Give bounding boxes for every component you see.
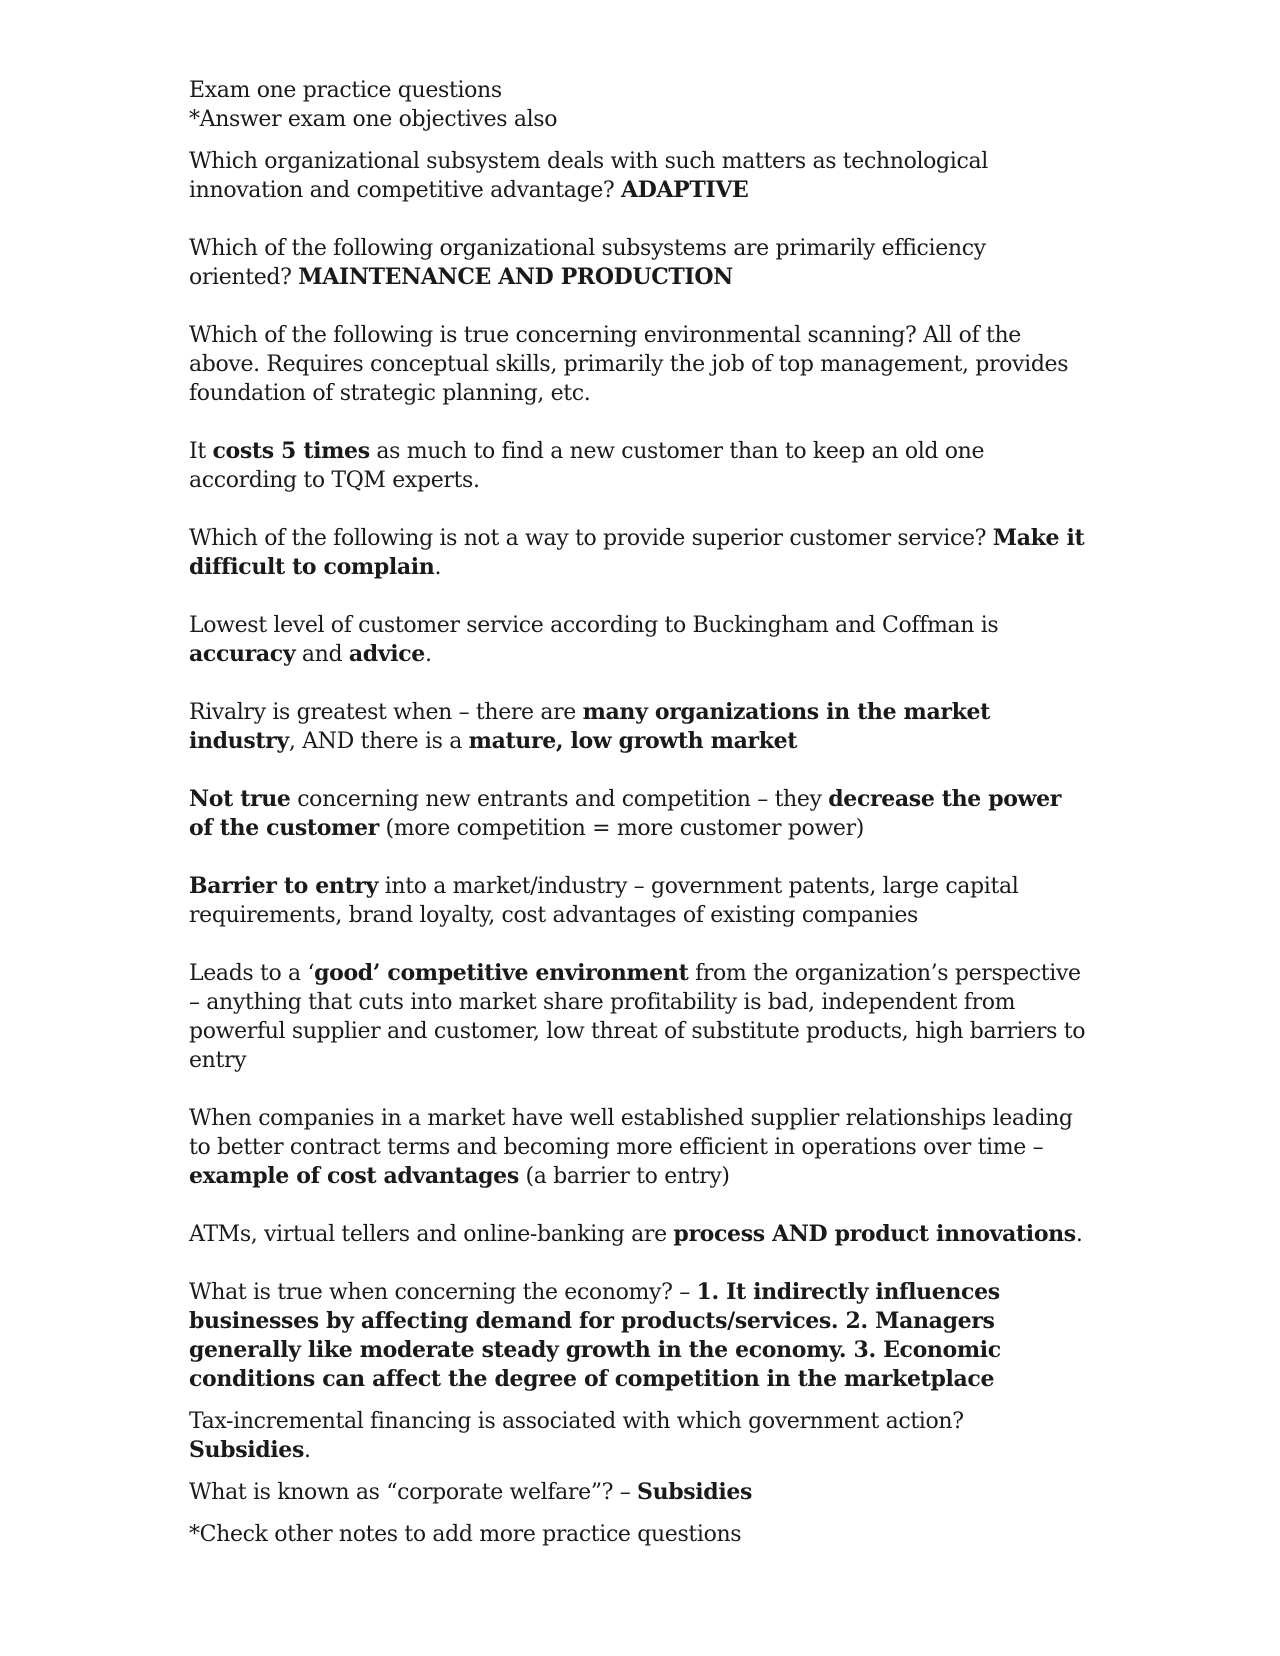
spacer bbox=[189, 292, 1089, 321]
question-text: Which of the following is not a way to provide superior customer service? bbox=[189, 526, 993, 551]
question-item bbox=[189, 1104, 1089, 1191]
spacer bbox=[189, 1191, 1089, 1220]
document-title: Exam one practice questions bbox=[189, 78, 502, 103]
answer-text: decrease the power of the customer bbox=[189, 786, 1062, 841]
answer-text: ADAPTIVE bbox=[621, 177, 749, 203]
question-item bbox=[189, 698, 1089, 756]
question-item bbox=[189, 872, 1089, 930]
question-text: Leads to a ‘ bbox=[189, 961, 315, 986]
question-item bbox=[189, 959, 1089, 1075]
question-text: and bbox=[295, 642, 349, 667]
answer-text: Subsidies bbox=[189, 1437, 304, 1463]
question-item bbox=[189, 785, 1089, 843]
question-text: Tax-incremental financing is associated with which government action? bbox=[189, 1409, 964, 1434]
answer-text: good’ competitive environment bbox=[314, 960, 689, 986]
question-text: Which of the following is true concerning environmental scanning? All of the above. Requires conceptual skills, primarily the job of top management, provides foundation of strategic planning, etc. bbox=[189, 323, 1069, 406]
question-text: from the organization’s perspective – anything that cuts into market share profitability is bad, independent from powerful supplier and customer, low threat of substitute products, high barriers to entry bbox=[189, 961, 1086, 1073]
question-text: What is true when concerning the economy? – bbox=[189, 1280, 697, 1305]
question-text: When companies in a market have well established supplier relationships leading to better contract terms and becoming more efficient in operations over time – bbox=[189, 1106, 1073, 1160]
question-item bbox=[189, 437, 1089, 495]
answer-text: mature, low growth market bbox=[468, 728, 798, 754]
footer-note: *Check other notes to add more practice questions bbox=[189, 1522, 742, 1547]
question-text: What is known as “corporate welfare”? – bbox=[189, 1480, 638, 1505]
question-text: Which organizational subsystem deals with such matters as technological innovation and competitive advantage? bbox=[189, 149, 988, 203]
question-text: concerning new entrants and competition – they bbox=[290, 787, 829, 812]
answer-text: advice bbox=[348, 641, 425, 667]
answer-text: accuracy bbox=[189, 641, 296, 667]
question-item bbox=[189, 611, 1089, 669]
document-page bbox=[189, 76, 1089, 1549]
answer-text: example of cost advantages bbox=[189, 1163, 519, 1189]
question-text: . bbox=[1075, 1222, 1083, 1247]
spacer bbox=[189, 756, 1089, 785]
spacer bbox=[189, 1249, 1089, 1278]
spacer bbox=[189, 843, 1089, 872]
question-text: . bbox=[424, 642, 432, 667]
answer-text: Barrier to entry bbox=[189, 873, 379, 899]
spacer bbox=[189, 495, 1089, 524]
document-subtitle: *Answer exam one objectives also bbox=[189, 107, 558, 132]
question-item bbox=[189, 234, 1089, 292]
spacer bbox=[189, 1075, 1089, 1104]
spacer bbox=[189, 930, 1089, 959]
question-text: into a market/industry – government patents, large capital requirements, brand loyalty, cost advantages of existing companies bbox=[189, 874, 1019, 928]
spacer bbox=[189, 1507, 1089, 1520]
question-item bbox=[189, 524, 1089, 582]
answer-text: Subsidies bbox=[637, 1479, 753, 1505]
question-item bbox=[189, 147, 1089, 205]
spacer bbox=[189, 1465, 1089, 1478]
answer-text: 1. It indirectly influences businesses by affecting demand for products/services. 2. Managers generally like moderate steady growth in the economy. 3. Economic conditions can affect the degree of competition in the marketplace bbox=[189, 1279, 1001, 1392]
question-text: Rivalry is greatest when – there are bbox=[189, 700, 583, 725]
question-text: (more competition = more customer power) bbox=[378, 816, 864, 841]
answer-text: Not true bbox=[189, 786, 291, 812]
question-text: . bbox=[434, 555, 442, 580]
question-text: Lowest level of customer service according to Buckingham and Coffman is bbox=[189, 613, 999, 638]
question-text: as much to find a new customer than to keep an old one according to TQM experts. bbox=[189, 439, 985, 493]
spacer bbox=[189, 408, 1089, 437]
question-list bbox=[189, 147, 1089, 1507]
spacer bbox=[189, 205, 1089, 234]
question-text: , AND there is a bbox=[288, 729, 469, 754]
question-text: ATMs, virtual tellers and online-banking are bbox=[189, 1222, 674, 1247]
question-item bbox=[189, 321, 1089, 408]
answer-text: MAINTENANCE AND PRODUCTION bbox=[298, 264, 733, 290]
question-text: Which of the following organizational subsystems are primarily efficiency oriented? bbox=[189, 236, 986, 290]
spacer bbox=[189, 669, 1089, 698]
answer-text: Make it difficult to complain bbox=[189, 525, 1085, 580]
question-item bbox=[189, 1278, 1089, 1394]
answer-text: process AND product innovations bbox=[673, 1221, 1076, 1247]
question-text: (a barrier to entry) bbox=[518, 1164, 730, 1189]
answer-text: costs 5 times bbox=[212, 438, 370, 464]
question-text: . bbox=[303, 1438, 311, 1463]
question-item bbox=[189, 1478, 1089, 1507]
spacer bbox=[189, 1394, 1089, 1407]
answer-text: many organizations in the market industry bbox=[189, 699, 990, 754]
spacer bbox=[189, 582, 1089, 611]
spacer bbox=[189, 134, 1089, 147]
question-item bbox=[189, 1407, 1089, 1465]
question-item bbox=[189, 1220, 1089, 1249]
question-text: It bbox=[189, 439, 213, 464]
